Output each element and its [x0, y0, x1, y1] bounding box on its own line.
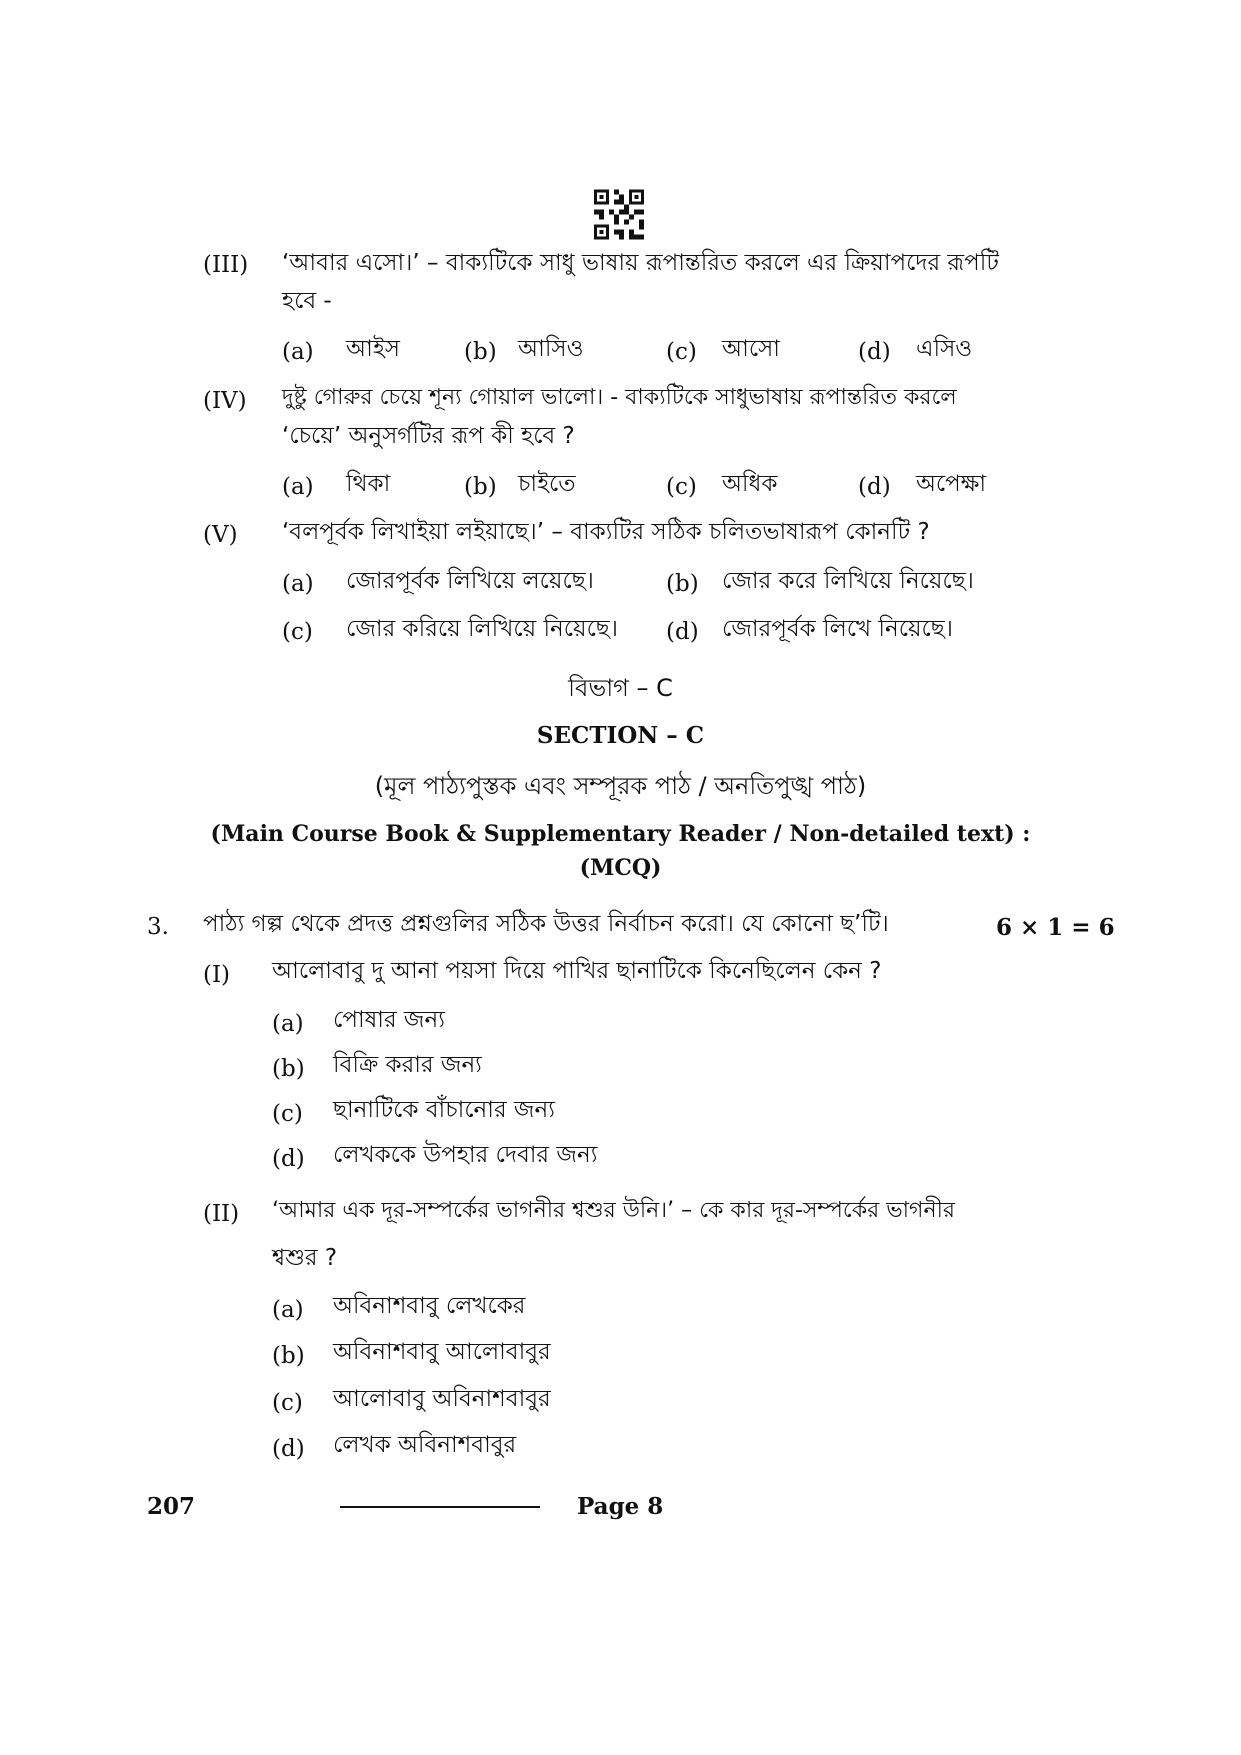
- question-number-IV: (IV): [203, 388, 247, 414]
- option-label: (c): [282, 619, 313, 645]
- page-number: Page 8: [577, 1493, 664, 1520]
- option-label: (b): [272, 1056, 305, 1082]
- question-number-III: (III): [203, 252, 249, 278]
- question-V-text: ‘বলপূর্বক লিখাইয়া লইয়াছে।’ – বাক্যটির সঠিক চলিতভাষারূপ কোনটি ?: [282, 519, 930, 545]
- option-label: (a): [272, 1297, 304, 1323]
- option-label: (b): [464, 474, 497, 500]
- option-text: পোষার জন্য: [333, 1007, 445, 1033]
- option-label: (d): [858, 339, 891, 365]
- option-text: অবিনাশবাবু লেখকের: [333, 1293, 526, 1319]
- question-3-instruction: পাঠ্য গল্প থেকে প্রদত্ত প্রশ্নগুলির সঠিক উত্তর নির্বাচন করো। যে কোনো ছ’টি।: [203, 911, 889, 937]
- qr-code-icon: [594, 188, 644, 241]
- option-text: বিক্রি করার জন্য: [333, 1052, 482, 1078]
- option-text: অবিনাশবাবু আলোবাবুর: [333, 1339, 551, 1365]
- option-text: জোর করে লিখিয়ে নিয়েছে।: [722, 568, 974, 594]
- option-text: জোরপূর্বক লিখিয়ে লয়েছে।: [346, 568, 594, 594]
- question-number-V: (V): [203, 522, 238, 548]
- option-text: লেখক অবিনাশবাবুর: [333, 1432, 517, 1458]
- question-II-text-line1: ‘আমার এক দূর-সম্পর্কের ভাগনীর শ্বশুর উনি।’ – কে কার দূর-সম্পর্কের ভাগনীর: [272, 1198, 955, 1223]
- option-label: (b): [666, 571, 699, 597]
- option-label: (a): [282, 571, 314, 597]
- question-III-text-line1: ‘আবার এসো।’ – বাক্যটিকে সাধু ভাষায় রূপান্তরিত করলে এর ক্রিয়াপদের রূপটি: [282, 250, 999, 276]
- option-label: (c): [666, 339, 697, 365]
- option-label: (c): [272, 1390, 303, 1416]
- option-label: (c): [272, 1101, 303, 1127]
- option-text: আসো: [722, 336, 780, 362]
- option-text: আলোবাবু অবিনাশবাবুর: [333, 1386, 551, 1412]
- option-text: এসিও: [916, 336, 973, 362]
- option-text: অপেক্ষা: [916, 471, 987, 497]
- option-label: (b): [464, 339, 497, 365]
- option-text: অধিক: [722, 471, 778, 497]
- option-label: (b): [272, 1343, 305, 1369]
- option-label: (d): [272, 1436, 305, 1462]
- question-number-I: (I): [203, 962, 231, 988]
- section-subtitle-english-line1: (Main Course Book & Supplementary Reader / Non-detailed text) :: [210, 821, 1031, 847]
- option-text: আসিও: [518, 336, 584, 362]
- option-label: (d): [272, 1146, 305, 1172]
- option-label: (c): [666, 474, 697, 500]
- option-label: (a): [282, 474, 314, 500]
- question-IV-text-line2: ‘চেয়ে’ অনুসর্গটির রূপ কী হবে ?: [282, 423, 575, 449]
- option-text: জোরপূর্বক লিখে নিয়েছে।: [722, 616, 953, 642]
- section-subtitle-bengali: (মূল পাঠ্যপুস্তক এবং সম্পূরক পাঠ / অনতিপুঙ্খ পাঠ): [374, 772, 867, 800]
- option-label: (d): [666, 619, 699, 645]
- section-subtitle-english-line2: (MCQ): [579, 855, 662, 881]
- question-number-II: (II): [203, 1201, 240, 1227]
- question-IV-text-line1: দুষ্টু গোরুর চেয়ে শূন্য গোয়াল ভালো। - বাক্যটিকে সাধুভাষায় রূপান্তরিত করলে: [282, 385, 957, 410]
- option-text: থিকা: [346, 471, 391, 497]
- option-label: (a): [282, 339, 314, 365]
- option-text: আইস: [346, 336, 400, 362]
- option-text: লেখককে উপহার দেবার জন্য: [333, 1142, 598, 1168]
- section-title-english: SECTION – C: [536, 722, 705, 749]
- section-title-bengali: বিভাগ – C: [568, 674, 673, 702]
- option-label: (d): [858, 474, 891, 500]
- footer-divider: [340, 1506, 540, 1508]
- question-II-text-line2: শ্বশুর ?: [272, 1245, 338, 1271]
- question-3-marks: 6 × 1 = 6: [996, 914, 1115, 941]
- question-III-text-line2: হবে -: [282, 288, 332, 314]
- option-text: ছানাটিকে বাঁচানোর জন্য: [333, 1097, 555, 1123]
- option-text: চাইতে: [518, 471, 576, 497]
- paper-code: 207: [147, 1493, 196, 1520]
- question-I-text: আলোবাবু দু আনা পয়সা দিয়ে পাখির ছানাটিকে কিনেছিলেন কেন ?: [272, 958, 882, 984]
- option-label: (a): [272, 1011, 304, 1037]
- option-text: জোর করিয়ে লিখিয়ে নিয়েছে।: [346, 616, 618, 642]
- question-number-3: 3.: [147, 914, 169, 940]
